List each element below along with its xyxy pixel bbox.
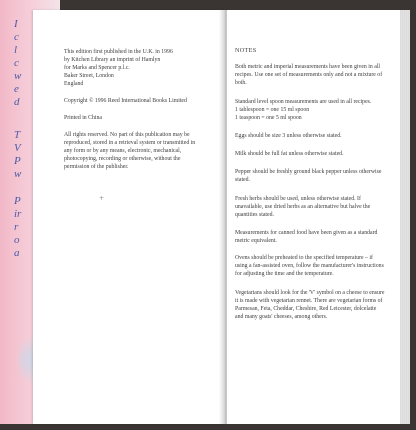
underlying-letter: c: [14, 31, 19, 43]
notes-heading-block: [235, 47, 395, 54]
note-paragraph: [235, 63, 395, 87]
copyright-line: Copyright © 1996 Reed International Books Limited: [64, 98, 187, 104]
note-line: Fresh herbs should be used, unless otherwise stated. If: [235, 196, 361, 202]
edition-block: [64, 48, 224, 88]
notes-title: NOTES: [235, 47, 257, 54]
underlying-letter: d: [14, 96, 20, 108]
note-paragraph: [235, 229, 395, 245]
underlying-letter: P: [14, 195, 21, 207]
note-line: Standard level spoon measurements are used in all recipes.: [235, 99, 372, 105]
underlying-page-text: [14, 18, 34, 260]
note-line: Measurements for canned food have been given as a standard: [235, 230, 378, 236]
underlying-letter: r: [14, 221, 19, 233]
left-page: [33, 10, 225, 424]
note-line: 1 tablespoon = one 15 ml spoon: [235, 107, 310, 113]
note-line: 1 teaspoon = one 5 ml spoon: [235, 115, 302, 121]
underlying-letter: V: [14, 142, 21, 154]
underlying-letter: ir: [14, 208, 22, 220]
note-paragraph: [235, 150, 395, 158]
note-line: Both metric and imperial measurements have been given in all: [235, 64, 381, 70]
note-line: stated.: [235, 177, 250, 183]
printed-block: [64, 114, 224, 122]
underlying-letter: e: [14, 83, 19, 95]
rights-line: any form or by any means, electronic, mechanical,: [64, 148, 182, 154]
underlying-letter: I: [14, 18, 18, 30]
note-line: it is made with vegetarian rennet. There are vegetarian forms of: [235, 298, 383, 304]
underlying-letter: w: [14, 168, 22, 180]
copyright-block: [64, 97, 224, 105]
note-paragraph: [235, 168, 395, 184]
edition-line: Baker Street, London: [64, 73, 114, 79]
edition-line: England: [64, 81, 84, 87]
right-page: [227, 10, 400, 424]
note-line: quantities stated.: [235, 212, 274, 218]
rights-line: reproduced, stored in a retrieval system or transmitted in: [64, 140, 196, 146]
edition-line: This edition first published in the U.K. in 1996: [64, 49, 173, 55]
note-paragraph: [235, 98, 395, 122]
underlying-letter: c: [14, 57, 19, 69]
edition-line: by Kitchen Library an imprint of Hamlyn: [64, 57, 161, 63]
note-line: metric equivalent.: [235, 238, 277, 244]
underlying-letter: P: [14, 155, 21, 167]
printed-line: Printed in China: [64, 115, 102, 121]
note-line: using a fan-assisted oven, follow the manufacturer's instructions: [235, 263, 384, 269]
note-line: Ovens should be preheated to the specified temperature – if: [235, 255, 373, 261]
note-line: Eggs should be size 3 unless otherwise stated.: [235, 133, 342, 139]
note-line: Parmesan, Feta, Cheddar, Cheshire, Red Leicester, dolcelatte: [235, 306, 377, 312]
rights-line: All rights reserved. No part of this publication may be: [64, 132, 190, 138]
underlying-letter: T: [14, 129, 21, 141]
note-paragraph: [235, 254, 395, 278]
note-line: Vegetarians should look for the 'V' symbol on a cheese to ensure: [235, 290, 385, 296]
note-line: Milk should be full fat unless otherwise stated.: [235, 151, 344, 157]
underlying-letter: o: [14, 234, 20, 246]
underlying-letter: w: [14, 70, 22, 82]
edition-line: for Marks and Spencer p.l.c.: [64, 65, 130, 71]
note-paragraph: [235, 289, 395, 321]
note-line: and many goats' cheeses, among others.: [235, 314, 328, 320]
note-line: Pepper should be freshly ground black pepper unless otherwise: [235, 169, 382, 175]
note-line: unavailable, use dried herbs as an alternative but halve the: [235, 204, 371, 210]
note-paragraph: [235, 132, 395, 140]
note-line: recipes. Use one set of measurements only and not a mixture of: [235, 72, 383, 78]
note-paragraph: [235, 195, 395, 219]
registration-mark: +: [99, 195, 105, 202]
note-line: both.: [235, 80, 247, 86]
rights-block: [64, 131, 224, 171]
underlying-letter: a: [14, 247, 20, 259]
rights-line: permission of the publisher.: [64, 164, 129, 170]
underlying-letter: l: [14, 44, 18, 56]
page-edges: [400, 10, 410, 424]
rights-line: photocopying, recording or otherwise, without the: [64, 156, 181, 162]
note-line: for adjusting the time and the temperature.: [235, 271, 334, 277]
